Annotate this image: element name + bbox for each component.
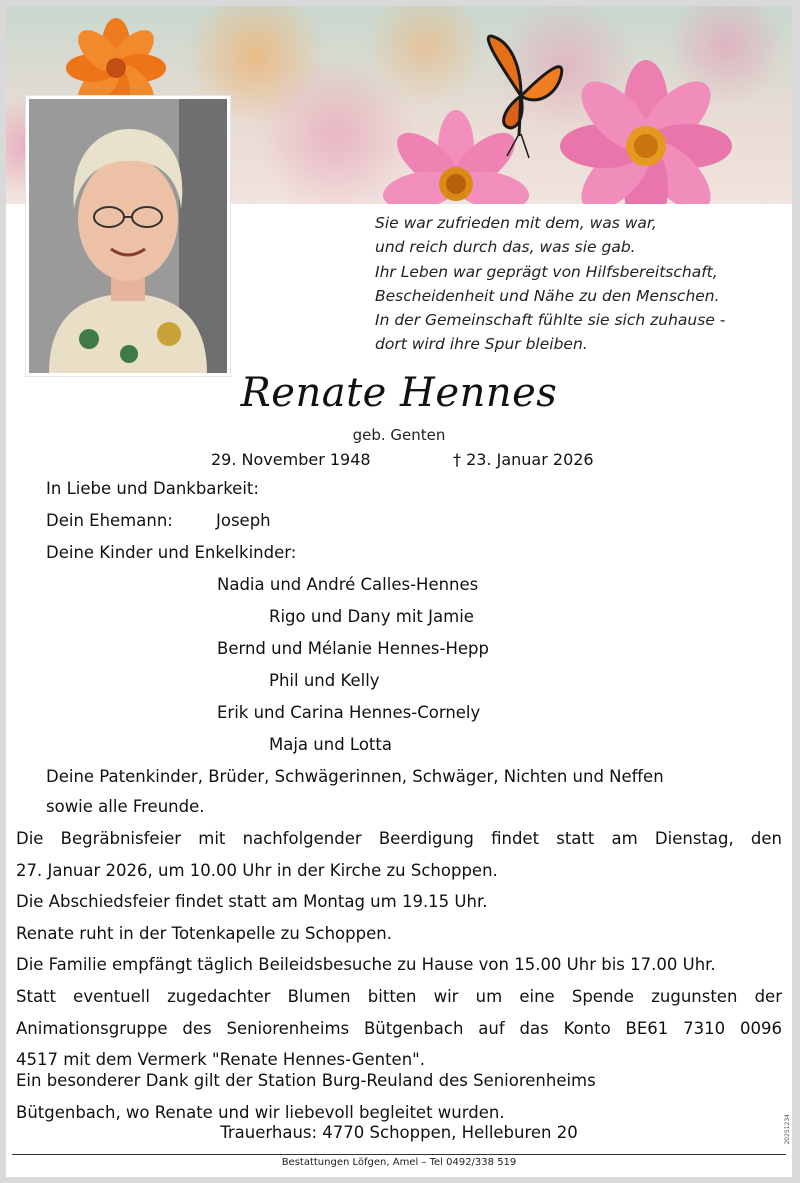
family-line: Rigo und Dany mit Jamie	[269, 607, 474, 626]
children-label: Deine Kinder und Enkelkinder:	[46, 543, 297, 562]
farewell-paragraph	[16, 886, 782, 918]
obituary-card	[6, 6, 792, 1177]
family-line: Erik und Carina Hennes-Cornely	[217, 703, 481, 722]
mourning-house: Trauerhaus: 4770 Schoppen, Helleburen 20	[220, 1123, 578, 1142]
family-line: Bernd und Mélanie Hennes-Hepp	[217, 639, 489, 658]
family-line: Maja und Lotta	[269, 735, 392, 754]
maiden-name: geb. Genten	[352, 426, 446, 444]
chapel-paragraph	[16, 918, 782, 950]
funeral-line: Die Begräbnisfeier mit nachfolgender Beerdigung findet statt am Dienstag, den	[16, 829, 782, 848]
others-line: sowie alle Freunde.	[46, 797, 205, 816]
donation-line: Statt eventuell zugedachter Blumen bitten wir um eine Spende zugunsten der	[16, 987, 782, 1006]
thanks-paragraph	[16, 1065, 782, 1128]
deceased-name: Renate Hennes	[240, 370, 558, 416]
donation-line: 4517 mit dem Vermerk "Renate Hennes-Genten".	[16, 1050, 425, 1069]
quote-line: Sie war zufrieden mit dem, was war,	[375, 214, 657, 232]
mourners-intro: In Liebe und Dankbarkeit:	[46, 479, 259, 498]
husband-name: Joseph	[216, 511, 271, 530]
funeral-home-footer: Bestattungen Löfgen, Amel – Tel 0492/338 519	[281, 1157, 517, 1168]
donation-line: Animationsgruppe des Seniorenheims Bütgenbach auf das Konto BE61 7310 0096	[16, 1018, 782, 1038]
portrait-image	[29, 99, 227, 373]
visits-line: Die Familie empfängt täglich Beileidsbesuche zu Hause von 15.00 Uhr bis 17.00 Uhr.	[16, 955, 716, 974]
quote-block	[375, 211, 785, 357]
death-date: † 23. Januar 2026	[453, 450, 594, 469]
quote-line: Bescheidenheit und Nähe zu den Menschen.	[375, 286, 720, 305]
others-line: Deine Patenkinder, Brüder, Schwägerinnen, Schwäger, Nichten und Neffen	[46, 767, 664, 786]
portrait-photo	[26, 96, 230, 376]
visits-paragraph	[16, 949, 782, 981]
quote-line: Ihr Leben war geprägt von Hilfsbereitschaft,	[375, 262, 718, 281]
funeral-line: 27. Januar 2026, um 10.00 Uhr in der Kirche zu Schoppen.	[16, 860, 498, 880]
quote-line: In der Gemeinschaft fühlte sie sich zuhause -	[375, 311, 726, 330]
family-line: Phil und Kelly	[269, 671, 380, 690]
divider	[12, 1154, 786, 1155]
quote-line: und reich durch das, was sie gab.	[375, 238, 636, 257]
birth-date: 29. November 1948	[211, 450, 371, 469]
funeral-paragraph	[16, 823, 782, 886]
farewell-line: Die Abschiedsfeier findet statt am Montag um 19.15 Uhr.	[16, 892, 488, 911]
chapel-line: Renate ruht in der Totenkapelle zu Schoppen.	[16, 924, 392, 943]
husband-label: Dein Ehemann:	[46, 511, 173, 530]
donation-paragraph	[16, 981, 782, 1076]
family-line: Nadia und André Calles-Hennes	[217, 575, 479, 594]
quote-line: dort wird ihre Spur bleiben.	[375, 335, 588, 354]
reference-number: 20251234	[784, 1114, 791, 1145]
thanks-line: Bütgenbach, wo Renate und wir liebevoll begleitet wurden.	[16, 1102, 505, 1122]
thanks-line: Ein besonderer Dank gilt der Station Burg-Reuland des Seniorenheims	[16, 1071, 596, 1090]
